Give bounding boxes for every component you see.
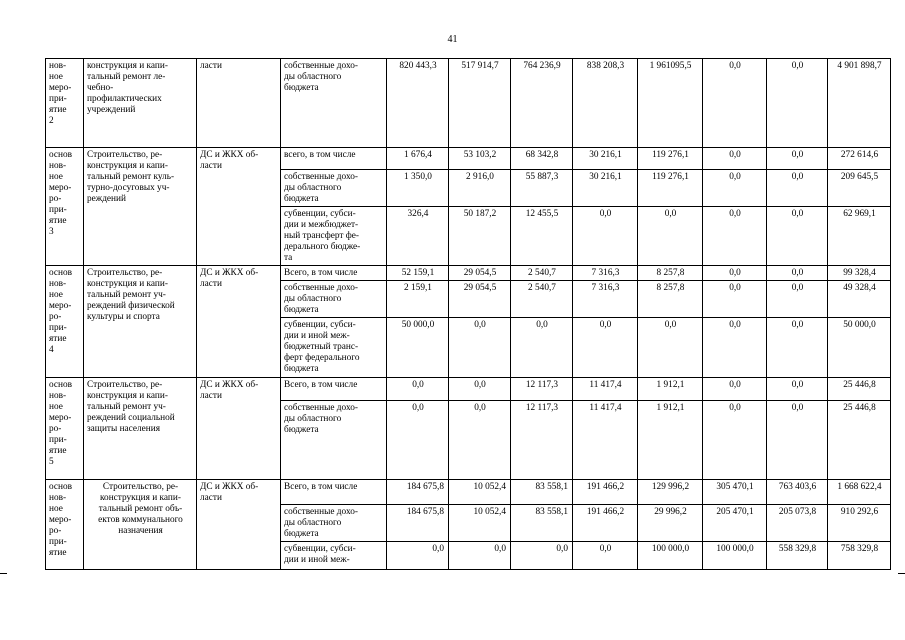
value-cell: 0,0 — [767, 281, 828, 318]
table-row — [46, 480, 891, 505]
executor-cell: ласти — [197, 59, 281, 148]
value-cell: 0,0 — [767, 378, 828, 401]
funding-source-cell: собственные дохо- ды областного бюджета — [281, 505, 387, 542]
value-cell: 209 645,5 — [828, 170, 891, 207]
activity-title-cell: конструкция и капи- тальный ремонт ле- чебно- профилактических учреждений — [84, 59, 197, 148]
value-cell: 7 316,3 — [573, 266, 638, 281]
value-cell: 0,0 — [573, 542, 638, 570]
funding-source-cell: Всего, в том числе — [281, 378, 387, 401]
funding-source-cell: Всего, в том числе — [281, 480, 387, 505]
value-cell: 8 257,8 — [638, 281, 703, 318]
value-cell: 1 912,1 — [638, 378, 703, 401]
value-cell: 0,0 — [767, 266, 828, 281]
value-cell: 0,0 — [638, 318, 703, 378]
value-cell: 68 342,8 — [511, 148, 573, 170]
value-cell: 50 000,0 — [387, 318, 449, 378]
value-cell: 0,0 — [387, 378, 449, 401]
value-cell: 0,0 — [703, 148, 767, 170]
value-cell: 910 292,6 — [828, 505, 891, 542]
value-cell: 30 216,1 — [573, 148, 638, 170]
value-cell: 758 329,8 — [828, 542, 891, 570]
value-cell: 29 996,2 — [638, 505, 703, 542]
funding-source-cell: собственные дохо- ды областного бюджета — [281, 59, 387, 148]
value-cell: 12 117,3 — [511, 378, 573, 401]
value-cell: 49 328,4 — [828, 281, 891, 318]
value-cell: 205 470,1 — [703, 505, 767, 542]
value-cell: 0,0 — [767, 170, 828, 207]
activity-title-cell: Строительство, ре- конструкция и капи- тальный ремонт объ- ектов коммунального назначения — [84, 480, 197, 570]
value-cell: 764 236,9 — [511, 59, 573, 148]
table-row — [46, 378, 891, 401]
funding-source-cell: собственные дохо- ды областного бюджета — [281, 281, 387, 318]
value-cell: 0,0 — [703, 318, 767, 378]
value-cell: 1 961095,5 — [638, 59, 703, 148]
value-cell: 184 675,8 — [387, 505, 449, 542]
value-cell: 838 208,3 — [573, 59, 638, 148]
executor-cell: ДС и ЖКХ об- ласти — [197, 378, 281, 480]
value-cell: 7 316,3 — [573, 281, 638, 318]
value-cell: 11 417,4 — [573, 401, 638, 480]
activity-cell: основ нов- ное меро- ро- при- ятие 4 — [46, 266, 84, 378]
table-row — [46, 266, 891, 281]
value-cell: 0,0 — [703, 281, 767, 318]
value-cell: 0,0 — [449, 401, 511, 480]
value-cell: 50 000,0 — [828, 318, 891, 378]
activity-title-cell: Строительство, ре- конструкция и капи- тальный ремонт уч- реждений социальной защиты населения — [84, 378, 197, 480]
value-cell: 326,4 — [387, 207, 449, 266]
value-cell: 191 466,2 — [573, 505, 638, 542]
budget-table — [45, 58, 891, 570]
value-cell: 29 054,5 — [449, 281, 511, 318]
value-cell: 2 159,1 — [387, 281, 449, 318]
value-cell: 0,0 — [449, 378, 511, 401]
activity-cell: основ нов- ное меро- ро- при- ятие — [46, 480, 84, 570]
value-cell: 0,0 — [703, 207, 767, 266]
value-cell: 100 000,0 — [703, 542, 767, 570]
value-cell: 517 914,7 — [449, 59, 511, 148]
value-cell: 119 276,1 — [638, 170, 703, 207]
value-cell: 0,0 — [387, 401, 449, 480]
value-cell: 1 912,1 — [638, 401, 703, 480]
activity-title-cell: Строительство, ре- конструкция и капи- тальный ремонт куль- турно-досуговых уч- реждений — [84, 148, 197, 266]
value-cell: 0,0 — [638, 207, 703, 266]
value-cell: 11 417,4 — [573, 378, 638, 401]
value-cell: 83 558,1 — [511, 480, 573, 505]
value-cell: 55 887,3 — [511, 170, 573, 207]
value-cell: 0,0 — [703, 170, 767, 207]
funding-source-cell: Всего, в том числе — [281, 266, 387, 281]
value-cell: 205 073,8 — [767, 505, 828, 542]
executor-cell: ДС и ЖКХ об- ласти — [197, 148, 281, 266]
value-cell: 99 328,4 — [828, 266, 891, 281]
value-cell: 129 996,2 — [638, 480, 703, 505]
value-cell: 0,0 — [767, 148, 828, 170]
value-cell: 10 052,4 — [449, 505, 511, 542]
executor-cell: ДС и ЖКХ об- ласти — [197, 480, 281, 570]
value-cell: 0,0 — [573, 207, 638, 266]
funding-source-cell: собственные дохо- ды областного бюджета — [281, 170, 387, 207]
value-cell: 2 540,7 — [511, 281, 573, 318]
value-cell: 184 675,8 — [387, 480, 449, 505]
activity-title-cell: Строительство, ре- конструкция и капи- тальный ремонт уч- реждений физической культуры и спорта — [84, 266, 197, 378]
funding-source-cell: всего, в том числе — [281, 148, 387, 170]
value-cell: 0,0 — [387, 542, 449, 570]
value-cell: 0,0 — [449, 318, 511, 378]
funding-source-cell: субвенции, субси- дии и иной меж- бюджетный транс- ферт федерального бюджета — [281, 318, 387, 378]
value-cell: 558 329,8 — [767, 542, 828, 570]
value-cell: 0,0 — [703, 401, 767, 480]
activity-cell: основ нов- ное меро- ро- при- ятие 3 — [46, 148, 84, 266]
value-cell: 12 117,3 — [511, 401, 573, 480]
value-cell: 1 676,4 — [387, 148, 449, 170]
value-cell: 100 000,0 — [638, 542, 703, 570]
value-cell: 50 187,2 — [449, 207, 511, 266]
value-cell: 0,0 — [573, 318, 638, 378]
executor-cell: ДС и ЖКХ об- ласти — [197, 266, 281, 378]
value-cell: 119 276,1 — [638, 148, 703, 170]
value-cell: 2 916,0 — [449, 170, 511, 207]
value-cell: 0,0 — [511, 542, 573, 570]
value-cell: 1 350,0 — [387, 170, 449, 207]
margin-mark-left — [0, 573, 7, 574]
value-cell: 0,0 — [703, 378, 767, 401]
value-cell: 0,0 — [767, 318, 828, 378]
value-cell: 0,0 — [767, 59, 828, 148]
value-cell: 10 052,4 — [449, 480, 511, 505]
value-cell: 4 901 898,7 — [828, 59, 891, 148]
value-cell: 2 540,7 — [511, 266, 573, 281]
value-cell: 0,0 — [703, 266, 767, 281]
value-cell: 53 103,2 — [449, 148, 511, 170]
value-cell: 1 668 622,4 — [828, 480, 891, 505]
funding-source-cell: собственные дохо- ды областного бюджета — [281, 401, 387, 480]
activity-cell: основ нов- ное меро- ро- при- ятие 5 — [46, 378, 84, 480]
value-cell: 29 054,5 — [449, 266, 511, 281]
activity-cell: нов- ное меро- при- ятие 2 — [46, 59, 84, 148]
value-cell: 305 470,1 — [703, 480, 767, 505]
value-cell: 0,0 — [703, 59, 767, 148]
value-cell: 0,0 — [767, 401, 828, 480]
value-cell: 763 403,6 — [767, 480, 828, 505]
value-cell: 62 969,1 — [828, 207, 891, 266]
value-cell: 83 558,1 — [511, 505, 573, 542]
value-cell: 0,0 — [511, 318, 573, 378]
funding-source-cell: субвенции, субси- дии и межбюджет- ный трансферт фе- дерального бюдже- та — [281, 207, 387, 266]
table-row — [46, 59, 891, 148]
value-cell: 0,0 — [767, 207, 828, 266]
margin-mark-right — [898, 573, 905, 574]
value-cell: 8 257,8 — [638, 266, 703, 281]
value-cell: 12 455,5 — [511, 207, 573, 266]
value-cell: 272 614,6 — [828, 148, 891, 170]
value-cell: 191 466,2 — [573, 480, 638, 505]
value-cell: 25 446,8 — [828, 401, 891, 480]
value-cell: 25 446,8 — [828, 378, 891, 401]
value-cell: 30 216,1 — [573, 170, 638, 207]
value-cell: 52 159,1 — [387, 266, 449, 281]
table-row — [46, 148, 891, 170]
funding-source-cell: субвенции, субси- дии и иной меж- — [281, 542, 387, 570]
value-cell: 820 443,3 — [387, 59, 449, 148]
page-number: 41 — [447, 34, 458, 45]
value-cell: 0,0 — [449, 542, 511, 570]
